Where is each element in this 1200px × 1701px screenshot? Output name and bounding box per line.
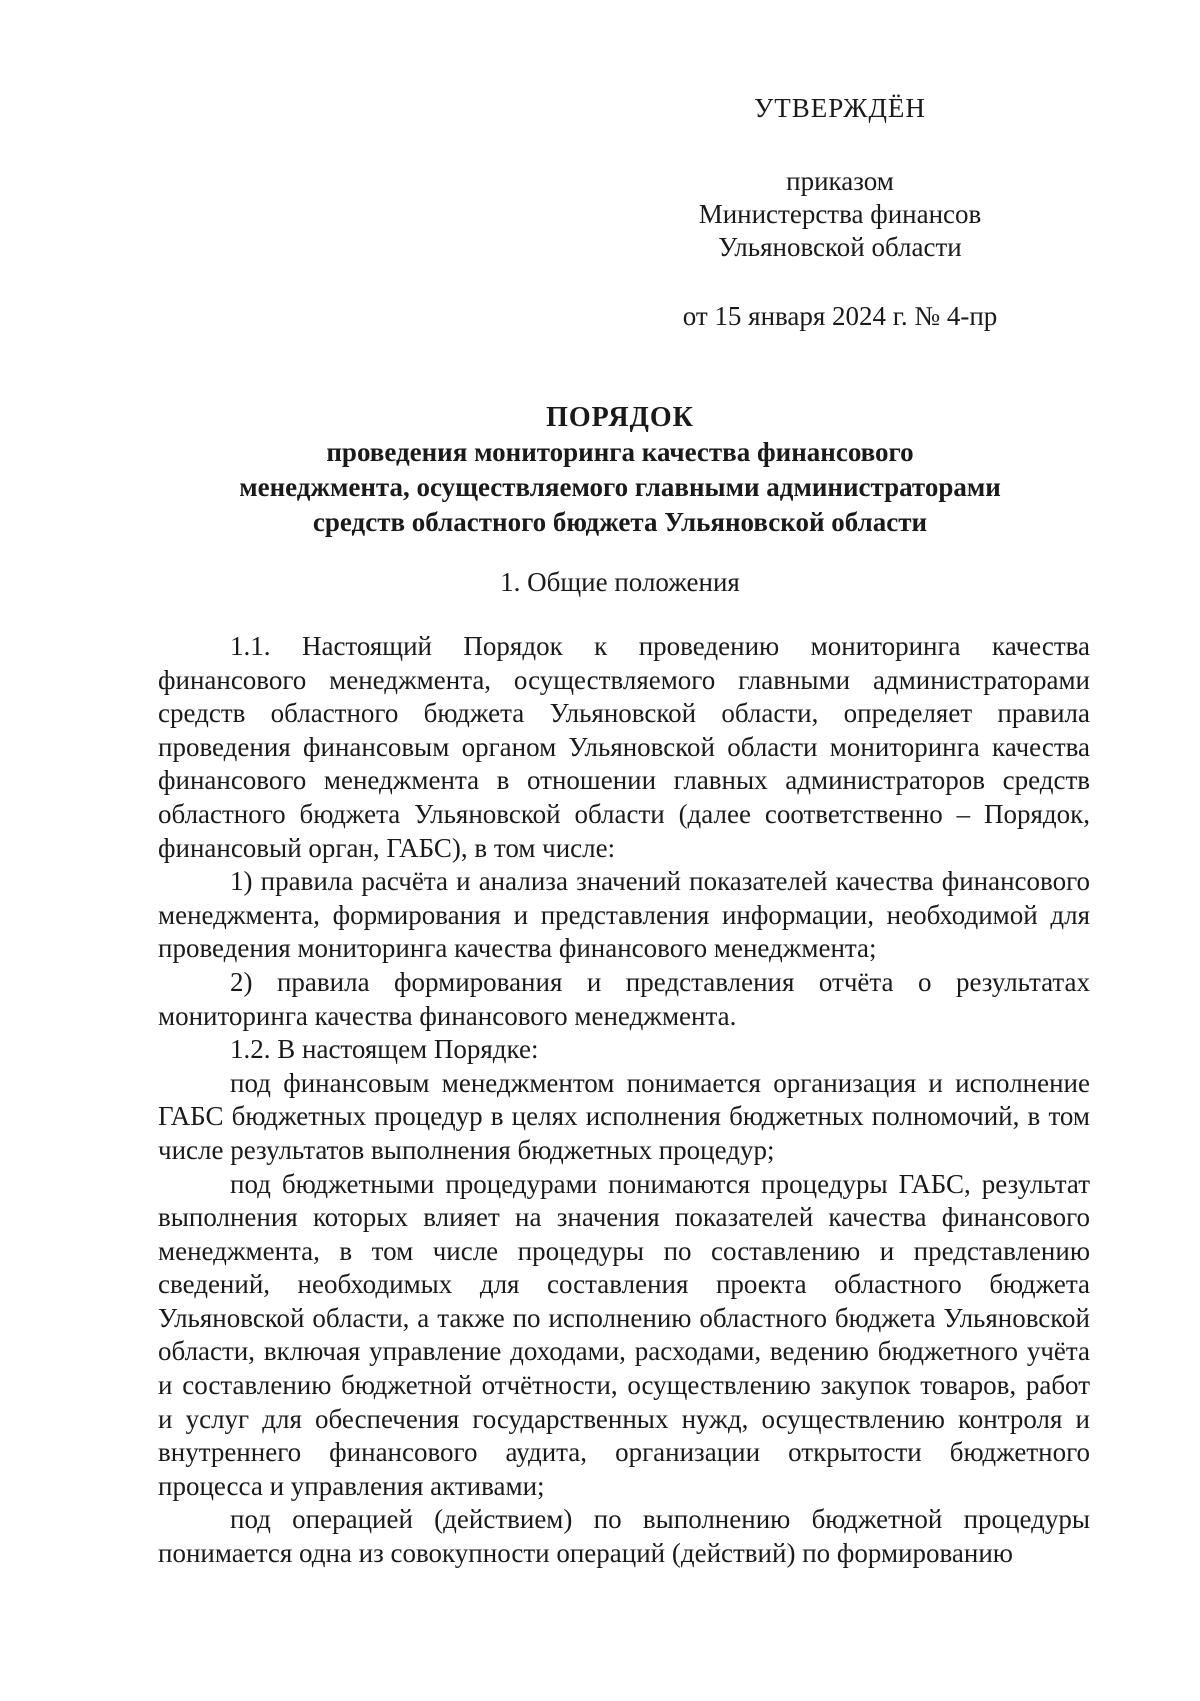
document-title-line: средств областного бюджета Ульяновской области xyxy=(312,507,928,537)
definition-budget-procedures: под бюджетными процедурами понимаются процедуры ГАБС, результат выполнения которых влияет на значения показателей качества финансового менеджмента, в том числе процедуры по составлению и представлению сведений, необходимых для составления проекта областного бюджета Ульяновской области, а также по исполнению областного бюджета Ульяновской области, включая управление доходами, расходами, ведению бюджетного учёта и составлению бюджетной отчётности, осуществлению закупок товаров, работ и услуг для обеспечения государственных нужд, осуществлению контроля и внутреннего финансового аудита, организации открытости бюджетного процесса и управления активами; xyxy=(158,1168,1090,1501)
approval-line: Ульяновской области xyxy=(718,232,962,262)
paragraph-1-1: 1.1. Настоящий Порядок к проведению мониторинга качества финансового менеджмента, осуществляемого главными администраторами средств областного бюджета Ульяновской области, определяет правила проведения финансовым органом Ульяновской области мониторинга качества финансового менеджмента в отношении главных администраторов средств областного бюджета Ульяновской области (далее соответственно – Порядок, финансовый орган, ГАБС), в том числе: xyxy=(158,631,1090,863)
document-body xyxy=(158,630,1090,1571)
document-title xyxy=(150,400,1090,540)
definition-financial-management: под финансовым менеджментом понимается организация и исполнение ГАБС бюджетных процедур в целях исполнения бюджетных полномочий, в том числе результатов выполнения бюджетных процедур; xyxy=(158,1067,1090,1165)
document-title-line: проведения мониторинга качества финансового xyxy=(326,437,914,467)
approval-order-block xyxy=(640,165,1040,264)
approval-stamp-title: УТВЕРЖДЁН xyxy=(754,93,926,123)
approval-line: Министерства финансов xyxy=(698,199,982,229)
section-heading: 1. Общие положения xyxy=(500,567,740,597)
paragraph-1-2: 1.2. В настоящем Порядке: xyxy=(230,1034,539,1065)
definition-operation: под операцией (действием) по выполнению бюджетной процедуры понимается одна из совокупности операций (действий) по формированию xyxy=(158,1504,1090,1569)
approval-line: приказом xyxy=(786,166,894,196)
document-title-line: менеджмента, осуществляемого главными администраторами xyxy=(239,472,1001,502)
paragraph-list-item-1: 1) правила расчёта и анализа значений показателей качества финансового менеджмента, формирования и представления информации, необходимой для проведения мониторинга качества финансового менеджмента; xyxy=(158,866,1090,964)
approval-date: от 15 января 2024 г. № 4-пр xyxy=(682,301,998,331)
paragraph-list-item-2: 2) правила формирования и представления отчёта о результатах мониторинга качества финансового менеджмента. xyxy=(158,966,1090,1031)
document-title-main: ПОРЯДОК xyxy=(546,402,694,433)
